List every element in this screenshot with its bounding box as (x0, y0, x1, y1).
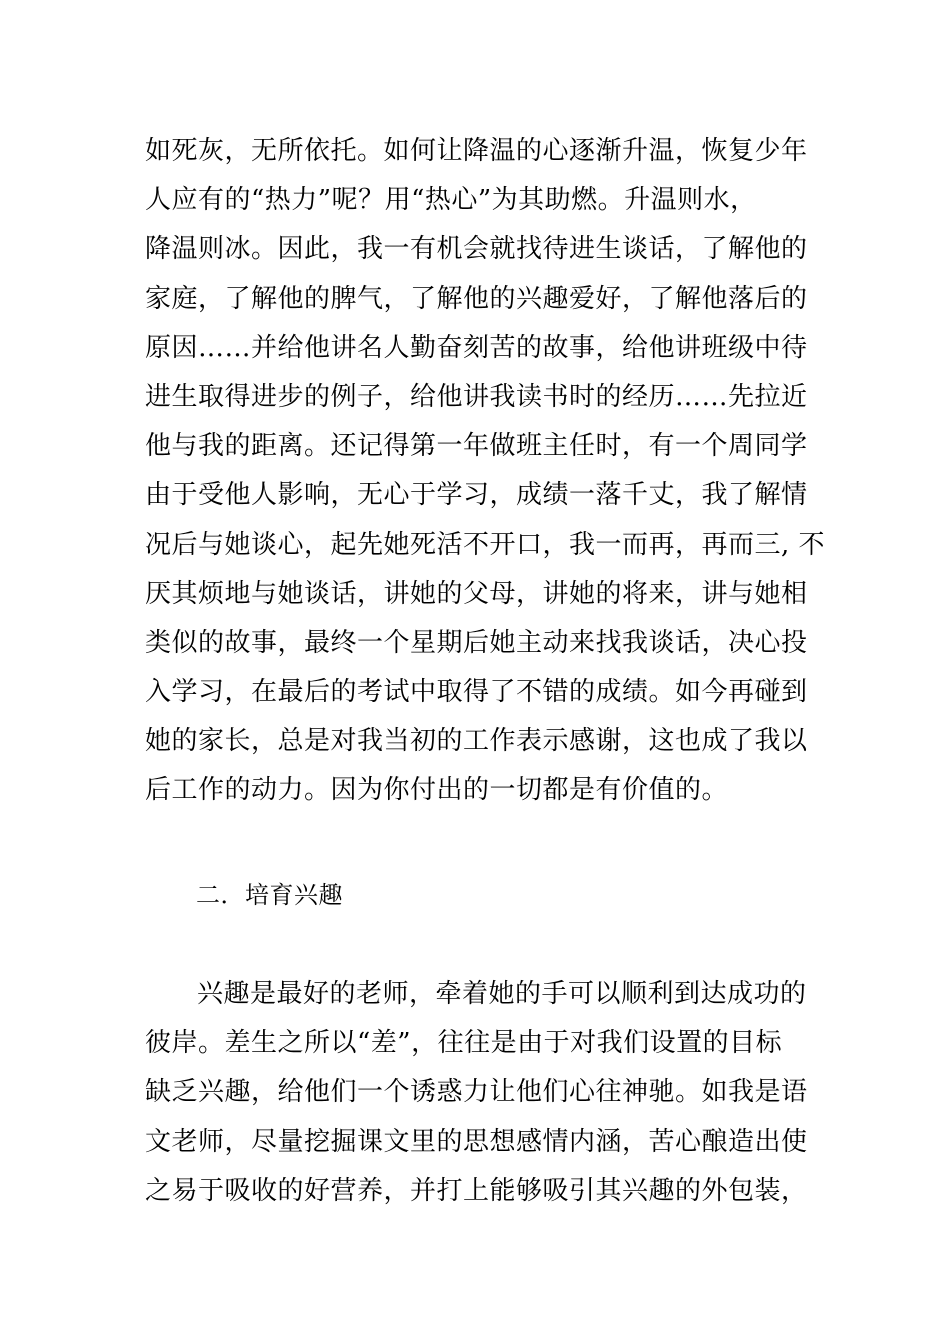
paragraph-line: 类似的故事，最终一个星期后她主动来找我谈话，决心投 (145, 627, 808, 658)
paragraph-line: 兴趣是最好的老师，牵着她的手可以顺利到达成功的 (197, 979, 807, 1009)
paragraph-line: 他与我的距离。还记得第一年做班主任时，有一个周同学 (145, 431, 808, 462)
paragraph-line: 原因……并给他讲名人勤奋刻苦的故事，给他讲班级中待 (145, 332, 808, 363)
paragraph-1 (145, 127, 826, 816)
paragraph-line: 厌其烦地与她谈话，讲她的父母，讲她的将来，讲与她相 (145, 578, 808, 609)
paragraph-line: 后工作的动力。因为你付出的一切都是有价值的。 (145, 775, 729, 806)
paragraph-2 (145, 970, 810, 1216)
paragraph-line: 她的家长，总是对我当初的工作表示感谢，这也成了我以 (145, 726, 808, 757)
paragraph-line: 进生取得进步的例子，给他讲我读书时的经历……先拉近 (145, 381, 808, 412)
paragraph-line: 缺乏兴趣，给他们一个诱惑力让他们心往神驰。如我是语 (145, 1077, 808, 1108)
paragraph-line: 况后与她谈心，起先她死活不开口，我一而再，再而三, 不 (145, 529, 826, 560)
paragraph-line: 文老师，尽量挖掘课文里的思想感情内涵，苦心酿造出使 (145, 1126, 808, 1157)
paragraph-line: 彼岸。差生之所以“差”，往往是由于对我们设置的目标 (145, 1028, 783, 1059)
paragraph-line: 入学习，在最后的考试中取得了不错的成绩。如今再碰到 (145, 677, 808, 708)
paragraph-line: 之易于吸收的好营养，并打上能够吸引其兴趣的外包装， (145, 1175, 808, 1206)
paragraph-line: 家庭，了解他的脾气，了解他的兴趣爱好，了解他落后的 (145, 283, 808, 314)
paragraph-line: 由于受他人影响，无心于学习，成绩一落千丈，我了解情 (145, 480, 808, 511)
paragraph-line: 人应有的“热力”呢？用“热心”为其助燃。升温则水， (145, 185, 757, 216)
paragraph-line: 降温则冰。因此，我一有机会就找待进生谈话，了解他的 (145, 234, 808, 265)
paragraph-line: 如死灰，无所依托。如何让降温的心逐渐升温，恢复少年 (145, 136, 808, 166)
section-heading: 二．培育兴趣 (196, 881, 343, 909)
